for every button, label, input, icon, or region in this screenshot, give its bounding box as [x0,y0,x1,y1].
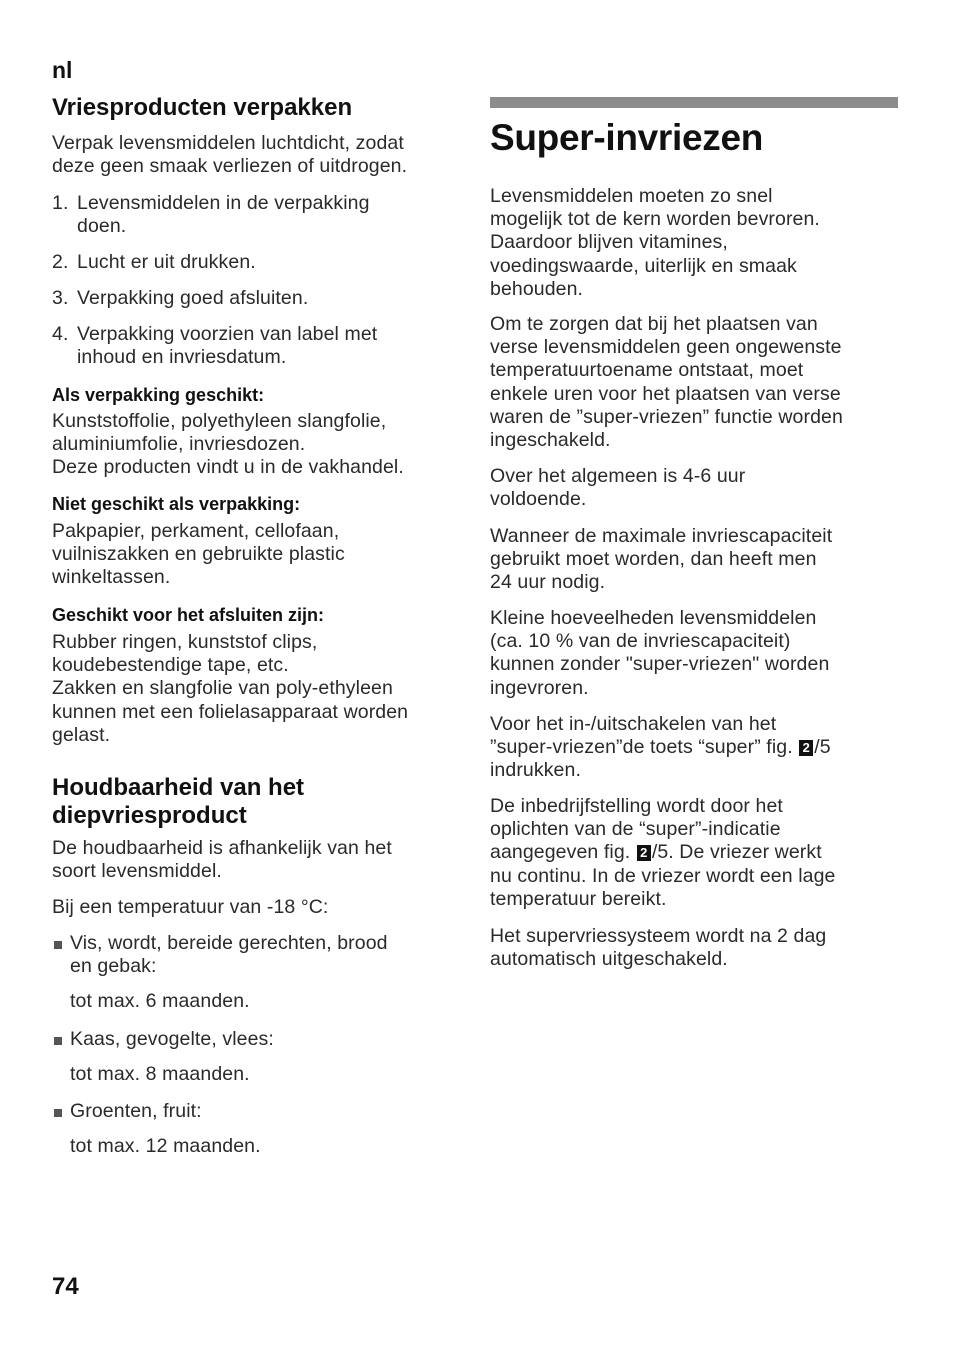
section-title-packaging: Vriesproducten verpakken [52,94,353,121]
text-line: kunnen met een folielasapparaat worden [52,700,409,723]
shelf-life-intro [52,837,392,883]
paragraph-6 [490,713,831,783]
text-line: Wanneer de maximale invriescapaciteit [490,525,833,547]
text-line: waren de ”super-vriezen” functie worden [490,405,843,428]
bullet-icon [54,1109,62,1117]
text-line: indrukken. [490,759,581,782]
text-line: Verpakking goed afsluiten. [77,287,309,309]
paragraph-8 [490,925,826,971]
paragraph-7 [490,795,835,911]
suitable-text [52,410,404,480]
text-segment: ”super-vriezen”de toets “super” fig. [490,736,799,759]
closing-heading: Geschikt voor het afsluiten zijn: [52,605,325,625]
duration: tot max. 8 maanden. [70,1063,250,1086]
text-line: mogelijk tot de kern worden bevroren. [490,208,820,231]
text-line: soort levensmiddel. [52,860,222,883]
text-line: voedingswaarde, uiterlijk en smaak [490,254,797,277]
figure-reference-icon: 2 [799,740,813,756]
text-line: vuilniszakken en gebruikte plastic [52,543,345,566]
bullet-icon [54,1037,62,1045]
text-line: temperatuurtoename ontstaat, moet [490,359,804,382]
text-line: nu continu. In de vriezer wordt een lage [490,864,836,887]
step-number: 2. [52,251,69,273]
text-line: Daardoor blijven vitamines, [490,231,728,254]
text-line: ingeschakeld. [490,429,611,452]
text-line: Vis, wordt, bereide gerechten, brood [70,932,388,954]
text-line [490,841,835,864]
paragraph-3 [490,465,745,511]
unsuitable-text [52,520,345,590]
text-line: deze geen smaak verliezen of uitdrogen. [52,155,408,178]
text-segment: /5 [814,736,831,759]
text-line: 24 uur nodig. [490,571,606,594]
text-line: De houdbaarheid is afhankelijk van het [52,837,392,859]
text-line: en gebak: [70,955,157,978]
text-line: Kleine hoeveelheden levensmiddelen [490,607,817,629]
text-line: Verpakking voorzien van label met [77,323,378,345]
text-line: doen. [77,215,127,238]
bullet-icon [54,941,62,949]
text-line: Lucht er uit drukken. [77,251,256,273]
text-line: Voor het in-/uitschakelen van het [490,713,777,735]
text-line: voldoende. [490,488,587,511]
text-line: temperatuur bereikt. [490,887,667,910]
text-line: Over het algemeen is 4-6 uur [490,465,746,487]
section-divider-bar [490,97,898,108]
title-line: diepvriesproduct [52,802,247,829]
paragraph-4 [490,525,832,595]
language-label: nl [52,57,73,83]
page-number: 74 [52,1273,79,1300]
text-line: Zakken en slangfolie van poly-ethyleen [52,677,393,700]
text-line: Het supervriessysteem wordt na 2 dag [490,925,827,947]
step-number: 3. [52,287,69,309]
text-line: winkeltassen. [52,566,171,589]
temperature-line: Bij een temperatuur van -18 °C: [52,896,329,918]
paragraph-5 [490,607,829,700]
text-line: Rubber ringen, kunststof clips, [52,631,318,653]
text-line: verse levensmiddelen geen ongewenste [490,336,842,359]
text-line: Om te zorgen dat bij het plaatsen van [490,313,818,335]
text-line: Deze producten vindt u in de vakhandel. [52,456,404,479]
figure-reference-icon: 2 [637,845,651,861]
text-line: automatisch uitgeschakeld. [490,948,728,971]
suitable-heading: Als verpakking geschikt: [52,385,265,405]
text-segment: /5. De vriezer werkt [651,841,822,864]
packaging-steps [52,192,452,382]
text-line: gebruikt moet worden, dan heeft men [490,548,817,571]
step-number: 1. [52,192,69,214]
paragraph-1 [490,185,820,301]
text-line: Kunststoffolie, polyethyleen slangfolie, [52,410,387,432]
shelf-life-list [52,932,452,1172]
step-number: 4. [52,323,69,345]
text-line: oplichten van de “super”-indicatie [490,818,781,841]
section-title-shelf-life [52,774,304,830]
page-title: Super-invriezen [490,117,764,158]
duration: tot max. 12 maanden. [70,1135,261,1158]
closing-text [52,631,408,747]
text-line: koudebestendige tape, etc. [52,654,289,677]
text-line: behouden. [490,277,584,300]
duration: tot max. 6 maanden. [70,990,250,1013]
text-line: Kaas, gevogelte, vlees: [70,1028,274,1050]
text-line: (ca. 10 % van de invriescapaciteit) [490,630,791,653]
text-line: Levensmiddelen in de verpakking [77,192,370,214]
text-line [490,736,831,759]
text-line: aluminiumfolie, invriesdozen. [52,433,306,456]
text-line: inhoud en invriesdatum. [77,346,287,369]
paragraph-2 [490,313,843,452]
text-line: enkele uren voor het plaatsen van verse [490,382,841,405]
text-line: Levensmiddelen moeten zo snel [490,185,773,207]
text-segment: aangegeven fig. [490,841,636,864]
text-line: Verpak levensmiddelen luchtdicht, zodat [52,132,404,154]
packaging-intro [52,132,407,178]
unsuitable-heading: Niet geschikt als verpakking: [52,494,301,514]
text-line: De inbedrijfstelling wordt door het [490,795,783,817]
text-line: Groenten, fruit: [70,1100,202,1122]
text-line: gelast. [52,723,111,746]
text-line: ingevroren. [490,676,589,699]
text-line: Pakpapier, perkament, cellofaan, [52,520,340,542]
text-line: kunnen zonder "super-vriezen" worden [490,653,830,676]
title-line: Houdbaarheid van het [52,774,305,801]
